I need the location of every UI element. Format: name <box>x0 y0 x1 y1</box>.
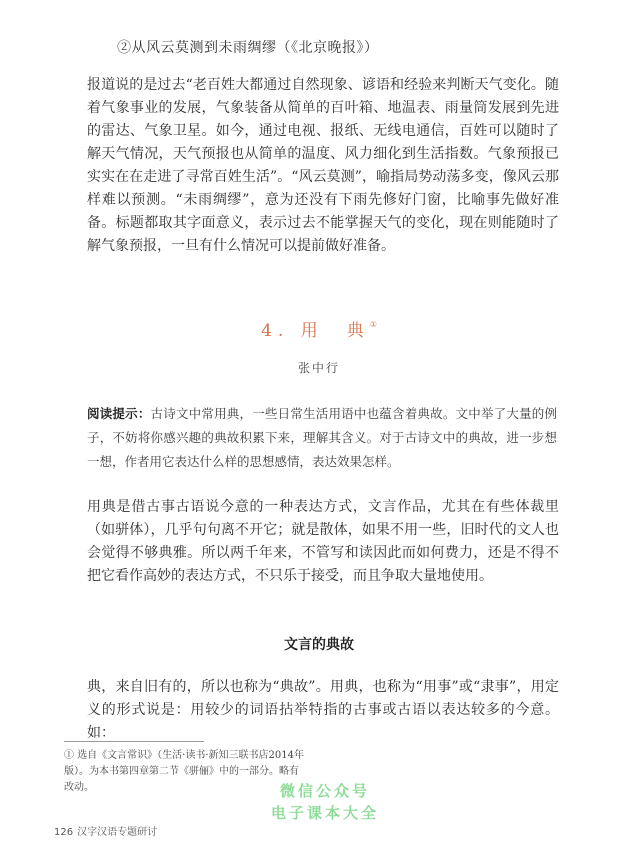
reading-tips <box>87 402 557 474</box>
reading-tips-text: 古诗文中常用典，一些日常生活用语中也蕴含着典故。文中举了大量的例子，不妨将你感兴趣的典故积累下来，理解其含义。对于古诗文中的典故，进一步想一想，作者用它表达什么样的思想感情，表达效果怎样。 <box>87 406 557 469</box>
chapter-heading <box>0 316 638 341</box>
headline: ②从风云莫测到未雨绸缪（《北京晚报》） <box>117 40 379 56</box>
watermark <box>245 780 405 824</box>
watermark-line2: 电子课本大全 <box>270 804 379 822</box>
footnote-marker: ① <box>64 750 74 761</box>
page-footer <box>54 823 157 838</box>
chapter-title: 4. 用 典 <box>261 321 370 341</box>
book-title: 汉字汉语专题研讨 <box>77 827 158 838</box>
footnote-divider <box>64 741 204 742</box>
section-title: 文言的典故 <box>284 637 354 653</box>
paragraph-intro: 报道说的是过去“老百姓大都通过自然现象、谚语和经验来判断天气变化。随着气象事业的发展，气象装备从简单的百叶箱、地温表、雨量筒发展到先进的雷达、气象卫星。如今，通过电视、报纸、无线电通信，百姓可以随时了解天气情况，天气预报也从简单的温度、风力细化到生活指数。气象预报已实实在在走进了寻常百姓生活”。“风云莫测”，喻指局势动荡多变，像风云那样难以预测。“未雨绸缪”，意为还没有下雨先修好门窗，比喻事先做好准备。标题都取其字面意义，表示过去不能掌握天气的变化，现在则能随时了解气象预报，一旦有什么情况可以提前做好准备。 <box>87 77 559 254</box>
paragraph-definition: 典，来自旧有的，所以也称为“典故”。用典，也称为“用事”或“隶事”，用定义的形式说是：用较少的词语拈举特指的古事或古语以表达较多的今意。如： <box>87 679 559 741</box>
footnote-text: 选自《文言常识》（生活·读书·新知三联书店2014年版）。为本书第四章第二节《骈俪》中的一部分。略有改动。 <box>64 750 304 793</box>
paragraph-usage: 用典是借古事古语说今意的一种表达方式，文言作品，尤其在有些体裁里（如骈体），几乎句句离不开它；就是散体，如果不用一些，旧时代的文人也会觉得不够典雅。所以两千年来，不管写和读因此而如何费力，还是不得不把它看作高妙的表达方式，不只乐于接受，而且争取大量地使用。 <box>87 499 559 584</box>
watermark-line1: 微信公众号 <box>279 782 370 800</box>
reading-tips-label: 阅读提示： <box>87 406 151 421</box>
chapter-footnote-marker[interactable]: ① <box>369 320 377 329</box>
author-name: 张中行 <box>297 361 340 375</box>
page-number: 126 <box>54 827 74 838</box>
